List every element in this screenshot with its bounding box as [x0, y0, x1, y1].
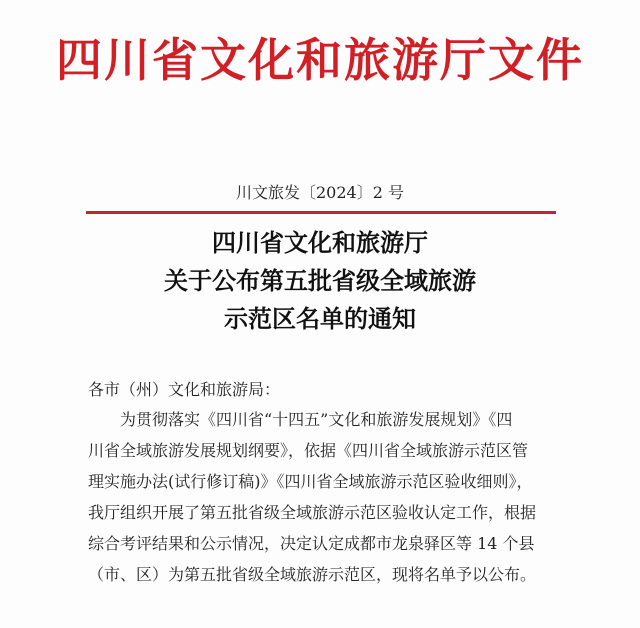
- body-line: 川省全域旅游发展规划纲要》，依据《四川省全域旅游示范区管: [88, 441, 529, 460]
- body-line: 理实施办法(试行修订稿)》《四川省全域旅游示范区验收细则》，: [88, 472, 533, 491]
- body-line: 综合考评结果和公示情况，决定认定成都市龙泉驿区等 14 个县: [88, 534, 535, 553]
- document-number: 川文旅发〔2024〕2 号: [236, 183, 404, 202]
- body-line: 我厅组织开展了第五批省级全域旅游示范区验收认定工作，根据: [88, 503, 537, 522]
- body-paragraph: [88, 404, 564, 590]
- body-line: （市、区）为第五批省级全域旅游示范区，现将名单予以公布。: [88, 565, 537, 584]
- salutation: 各市（州）文化和旅游局：: [88, 380, 281, 399]
- title-line: 关于公布第五批省级全域旅游: [164, 266, 476, 295]
- body-line: 为贯彻落实《四川省“十四五”文化和旅游发展规划》《四: [120, 410, 513, 429]
- red-divider-line: [86, 211, 556, 214]
- title-line: 四川省文化和旅游厅: [212, 228, 428, 257]
- title-line: 示范区名单的通知: [224, 304, 416, 333]
- notice-title: [0, 224, 640, 338]
- masthead-title: 四川省文化和旅游厅文件: [56, 33, 584, 87]
